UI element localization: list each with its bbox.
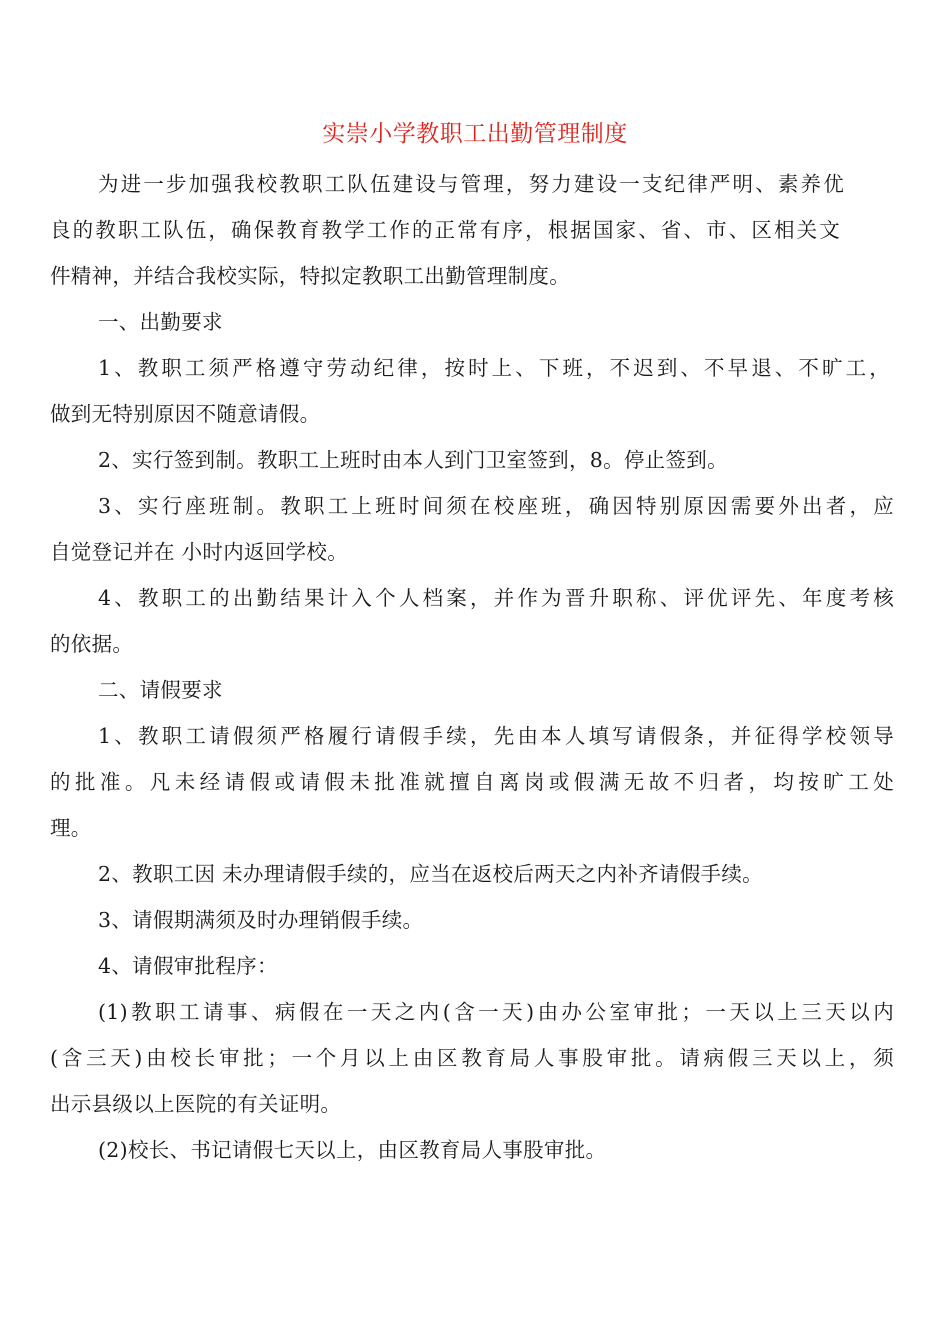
- paragraph-line: (1)教职工请事、病假在一天之内(含一天)由办公室审批；一天以上三天以内: [98, 1000, 894, 1024]
- document-title: 实崇小学教职工出勤管理制度: [322, 121, 628, 147]
- paragraph-line: 4、教职工的出勤结果计入个人档案，并作为晋升职称、评优评先、年度考核: [98, 586, 894, 610]
- paragraph-line: 出示县级以上医院的有关证明。: [50, 1092, 342, 1116]
- paragraph-line: 为进一步加强我校教职工队伍建设与管理，努力建设一支纪律严明、素养优: [98, 172, 844, 196]
- paragraph-line: (含三天)由校长审批；一个月以上由区教育局人事股审批。请病假三天以上，须: [50, 1046, 894, 1070]
- paragraph-line: 4、请假审批程序：: [98, 954, 278, 978]
- paragraph-line: 的依据。: [50, 632, 134, 656]
- paragraph-line: 3、实行座班制。教职工上班时间须在校座班，确因特别原因需要外出者，应: [98, 494, 894, 518]
- paragraph-line: 做到无特别原因不随意请假。: [50, 402, 321, 426]
- section-heading: 二、请假要求: [98, 678, 223, 702]
- paragraph-line: 自觉登记并在 小时内返回学校。: [50, 540, 349, 564]
- paragraph-line: (2)校长、书记请假七天以上，由区教育局人事股审批。: [98, 1138, 607, 1162]
- paragraph-line: 3、请假期满须及时办理销假手续。: [98, 908, 424, 932]
- paragraph-line: 2、教职工因 未办理请假手续的，应当在返校后两天之内补齐请假手续。: [98, 862, 763, 886]
- paragraph-line: 1、教职工请假须严格履行请假手续，先由本人填写请假条，并征得学校领导: [98, 724, 894, 748]
- paragraph-line: 1、教职工须严格遵守劳动纪律，按时上、下班，不迟到、不早退、不旷工，: [98, 356, 890, 380]
- paragraph-line: 2、实行签到制。教职工上班时由本人到门卫室签到，8。停止签到。: [98, 448, 728, 472]
- paragraph-line: 的批准。凡未经请假或请假未批准就擅自离岗或假满无故不归者，均按旷工处: [50, 770, 894, 794]
- paragraph-line: 件精神，并结合我校实际，特拟定教职工出勤管理制度。: [50, 264, 570, 288]
- paragraph-line: 理。: [50, 816, 92, 840]
- paragraph-line: 良的教职工队伍，确保教育教学工作的正常有序，根据国家、省、市、区相关文: [50, 218, 840, 242]
- section-heading: 一、出勤要求: [98, 310, 223, 334]
